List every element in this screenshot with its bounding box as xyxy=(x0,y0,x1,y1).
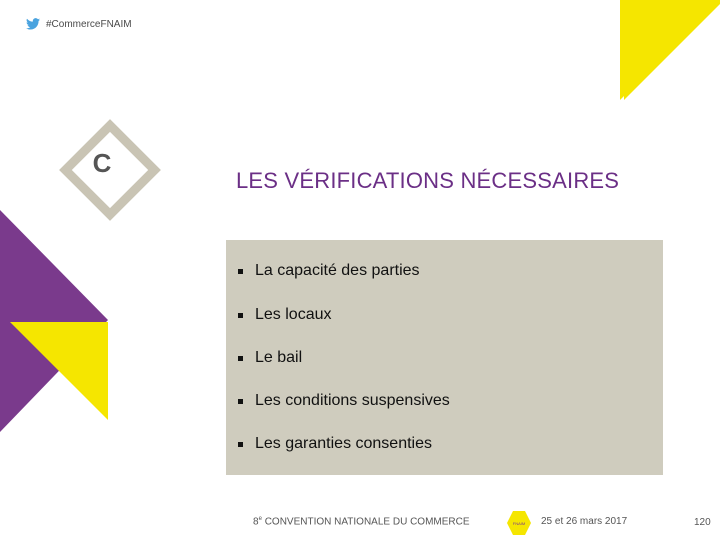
list-item xyxy=(238,435,432,453)
square-bullet-icon xyxy=(238,269,243,274)
list-item xyxy=(238,306,332,324)
edition-number: 8 xyxy=(253,516,259,528)
list-item xyxy=(238,262,420,280)
logo-text: FNAIM xyxy=(512,521,526,526)
bullet-text: Le bail xyxy=(255,349,303,366)
header-hashtag xyxy=(26,18,132,30)
list-item xyxy=(238,392,450,410)
footer-date: 25 et 26 mars 2017 xyxy=(541,516,628,527)
fnaim-logo-icon xyxy=(506,510,532,536)
left-decorative-triangles xyxy=(0,210,110,440)
bullet-text: La capacité des parties xyxy=(255,262,420,279)
list-item xyxy=(238,349,302,367)
square-bullet-icon xyxy=(238,442,243,447)
bullet-text: Les garanties consenties xyxy=(255,435,432,452)
edition-suffix: e xyxy=(258,516,262,522)
hashtag-text: #CommerceFNAIM xyxy=(46,18,132,30)
top-right-yellow-triangle xyxy=(620,0,720,100)
content-panel xyxy=(226,240,663,475)
square-bullet-icon xyxy=(238,399,243,404)
square-bullet-icon xyxy=(238,313,243,318)
bullet-text: Les conditions suspensives xyxy=(255,392,450,409)
twitter-bird-icon xyxy=(26,18,40,30)
slide-title: LES VÉRIFICATIONS NÉCESSAIRES xyxy=(236,168,620,193)
bullet-text: Les locaux xyxy=(255,306,332,323)
convention-name: CONVENTION NATIONALE DU COMMERCE xyxy=(264,516,470,528)
page-number: 120 xyxy=(694,517,711,528)
footer-convention xyxy=(253,516,470,527)
section-letter: C xyxy=(92,148,112,178)
square-bullet-icon xyxy=(238,356,243,361)
